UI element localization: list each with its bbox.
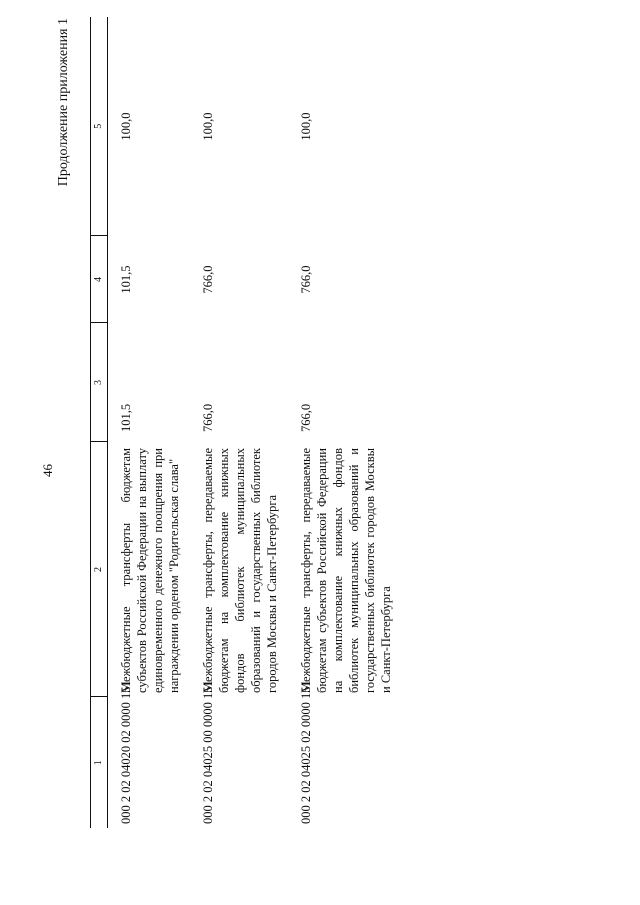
budget-code: 000 2 02 04025 00 0000 151 [201, 680, 215, 824]
column-header-3: 3 [91, 323, 108, 442]
column-header-5: 5 [91, 17, 108, 236]
budget-code: 000 2 02 04025 02 0000 151 [299, 680, 313, 824]
budget-code: 000 2 02 04020 02 0000 151 [119, 680, 133, 824]
column-header-2: 2 [91, 442, 108, 697]
value-col4: 101,5 [119, 265, 133, 294]
table-row [190, 17, 288, 828]
value-col5: 100,0 [299, 112, 313, 141]
item-name: Межбюджетные трансферты бюджетам субъектов Российской Федерации на выплату единовременного денежного поощрения при награждении орденом "Родительская слава" [119, 448, 181, 693]
page-number: 46 [40, 464, 55, 477]
column-header-4: 4 [91, 236, 108, 323]
item-name: Межбюджетные трансферты, передаваемые бюджетам на комплектование книжных фондов библиотек муниципальных образований и государственных библиотек городов Москвы и Санкт-Петербурга [201, 448, 279, 693]
continuation-title: Продолжение приложения 1 [56, 18, 71, 187]
table-row [288, 17, 402, 828]
value-col3: 766,0 [201, 403, 215, 432]
value-col4: 766,0 [299, 265, 313, 294]
value-col3: 101,5 [119, 403, 133, 432]
item-name: Межбюджетные трансферты, передаваемые бюджетам субъектов Российской Федерации на комплектование книжных фондов библиотек муниципальных образований и государственных библиотек городов Москвы и Санкт-Петербурга [299, 448, 393, 693]
value-col5: 100,0 [119, 112, 133, 141]
value-col4: 766,0 [201, 265, 215, 294]
value-col5: 100,0 [201, 112, 215, 141]
table-row [108, 17, 191, 828]
value-col3: 766,0 [299, 403, 313, 432]
table-header-row [91, 17, 108, 828]
column-header-1: 1 [91, 697, 108, 828]
appendix-table [90, 17, 402, 828]
